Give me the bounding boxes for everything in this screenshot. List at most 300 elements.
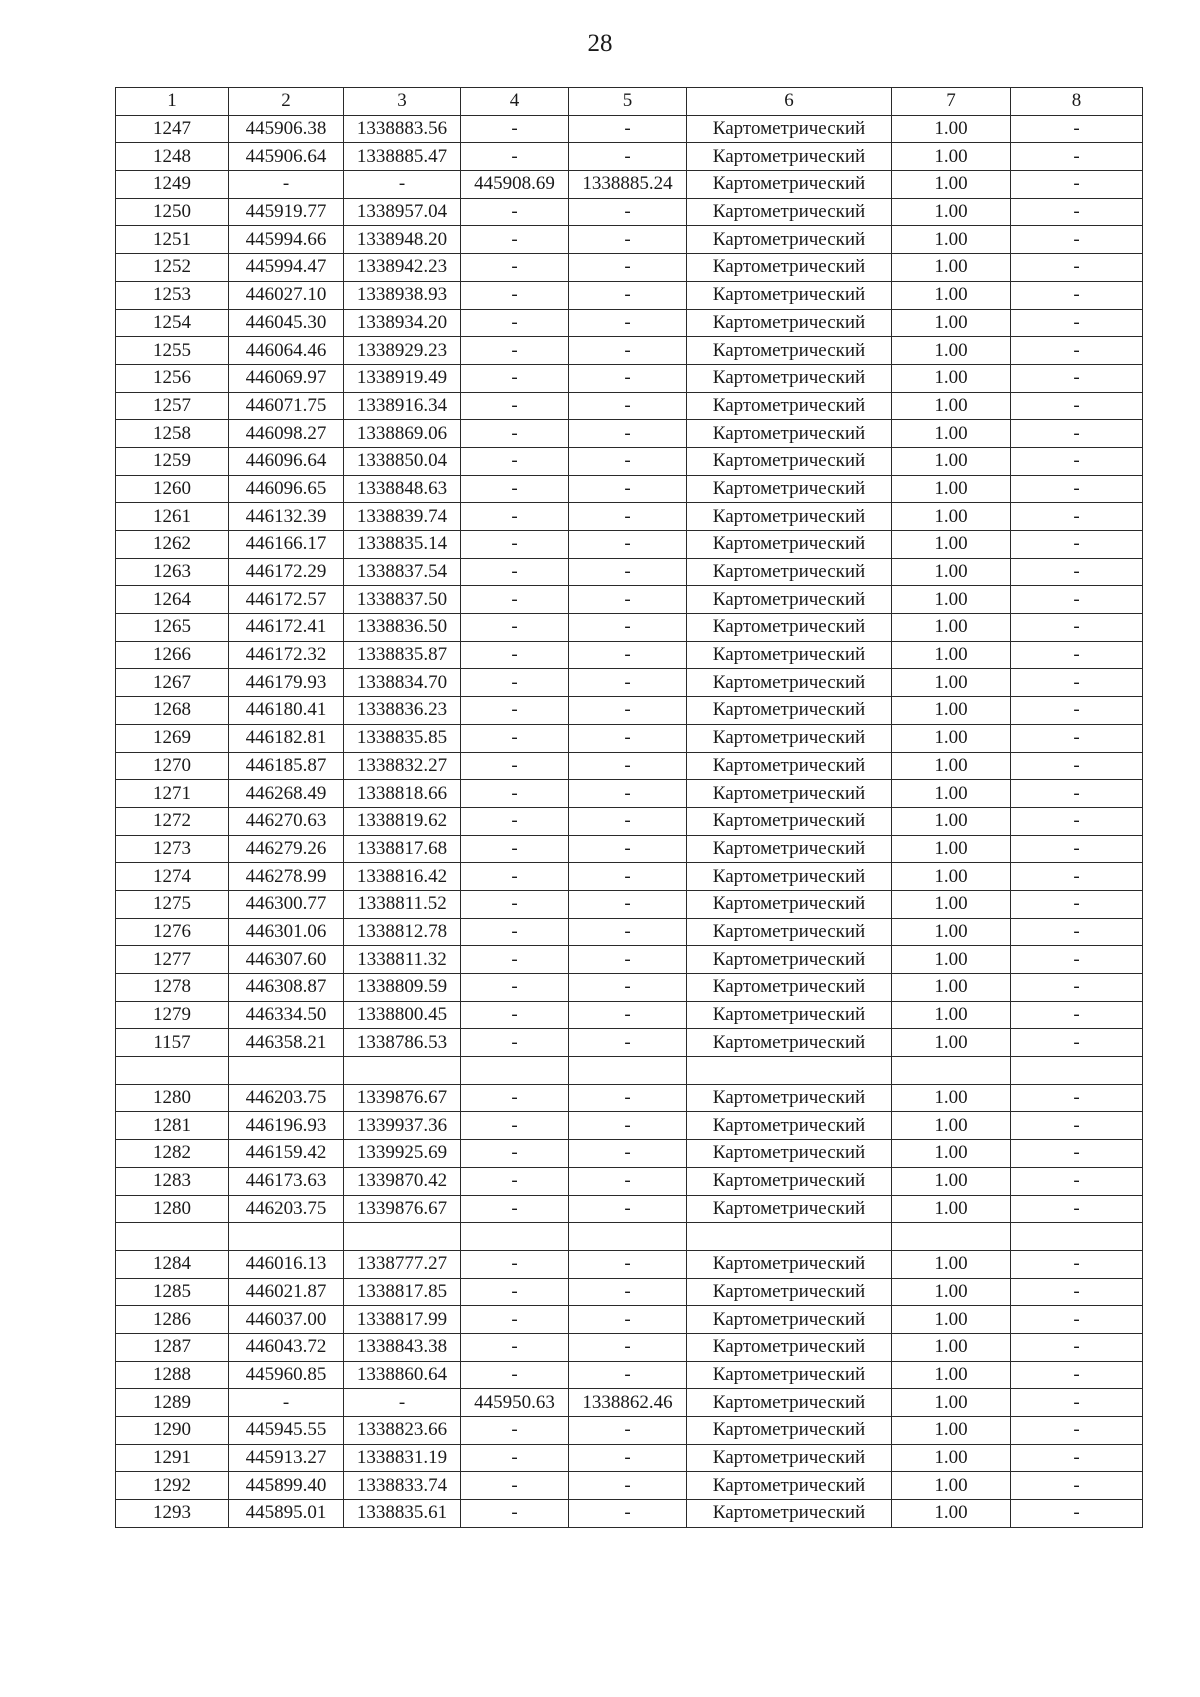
- table-cell: Картометрический: [687, 115, 892, 143]
- table-header: [116, 88, 1143, 116]
- table-cell: Картометрический: [687, 890, 892, 918]
- table-row: [116, 1112, 1143, 1140]
- table-row: [116, 1417, 1143, 1445]
- table-cell: Картометрический: [687, 1084, 892, 1112]
- table-cell: -: [569, 447, 687, 475]
- table-cell: 446166.17: [229, 531, 344, 559]
- table-cell: Картометрический: [687, 392, 892, 420]
- table-cell: -: [461, 281, 569, 309]
- table-cell: Картометрический: [687, 226, 892, 254]
- table-cell: 446334.50: [229, 1001, 344, 1029]
- page-number: 28: [587, 30, 613, 57]
- table-cell: 1.00: [892, 724, 1011, 752]
- table-cell: 1338812.78: [344, 918, 461, 946]
- table-cell: -: [1011, 1361, 1143, 1389]
- table-cell: 1338817.99: [344, 1306, 461, 1334]
- table-cell: Картометрический: [687, 974, 892, 1002]
- table-row: [116, 641, 1143, 669]
- table-cell: -: [569, 863, 687, 891]
- table-cell: 1338818.66: [344, 780, 461, 808]
- table-cell: -: [569, 641, 687, 669]
- table-cell: -: [461, 503, 569, 531]
- table-cell: Картометрический: [687, 420, 892, 448]
- table-cell: 1267: [116, 669, 229, 697]
- table-cell: 1338832.27: [344, 752, 461, 780]
- table-cell: 1271: [116, 780, 229, 808]
- table-cell: 1338823.66: [344, 1417, 461, 1445]
- table-cell: -: [569, 752, 687, 780]
- table-row: [116, 1278, 1143, 1306]
- table-cell: 1338916.34: [344, 392, 461, 420]
- table-cell: -: [1011, 890, 1143, 918]
- table-cell: 1262: [116, 531, 229, 559]
- table-cell: 446069.97: [229, 364, 344, 392]
- table-cell: 446045.30: [229, 309, 344, 337]
- table-cell: 1286: [116, 1306, 229, 1334]
- table-cell: 1.00: [892, 1195, 1011, 1223]
- table-cell: -: [1011, 1250, 1143, 1278]
- table-cell: -: [569, 946, 687, 974]
- table-cell: -: [461, 1417, 569, 1445]
- table-cell: 1270: [116, 752, 229, 780]
- table-cell: [116, 1057, 229, 1085]
- table-cell: Картометрический: [687, 281, 892, 309]
- table-cell: 445945.55: [229, 1417, 344, 1445]
- table-cell: 1283: [116, 1167, 229, 1195]
- table-row: [116, 503, 1143, 531]
- table-cell: 1338833.74: [344, 1472, 461, 1500]
- table-body: [116, 115, 1143, 1527]
- table-cell: 1252: [116, 254, 229, 282]
- table-row: [116, 946, 1143, 974]
- table-cell: 446016.13: [229, 1250, 344, 1278]
- table-cell: -: [569, 1278, 687, 1306]
- table-cell: -: [569, 115, 687, 143]
- table-cell: -: [1011, 752, 1143, 780]
- table-cell: 446064.46: [229, 337, 344, 365]
- table-cell: 1338800.45: [344, 1001, 461, 1029]
- table-cell: -: [1011, 1195, 1143, 1223]
- header-row: [116, 88, 1143, 116]
- table-cell: 1.00: [892, 143, 1011, 171]
- table-cell: 1289: [116, 1389, 229, 1417]
- table-cell: -: [1011, 503, 1143, 531]
- table-cell: 446071.75: [229, 392, 344, 420]
- table-cell: [569, 1223, 687, 1251]
- table-row: [116, 1361, 1143, 1389]
- table-cell: -: [1011, 392, 1143, 420]
- table-cell: -: [461, 1444, 569, 1472]
- table-cell: 1.00: [892, 669, 1011, 697]
- table-row: [116, 1029, 1143, 1057]
- table-cell: 1.00: [892, 447, 1011, 475]
- table-cell: 1266: [116, 641, 229, 669]
- table-cell: -: [461, 1167, 569, 1195]
- table-cell: Картометрический: [687, 918, 892, 946]
- table-row: [116, 1444, 1143, 1472]
- table-cell: Картометрический: [687, 835, 892, 863]
- table-cell: -: [1011, 1389, 1143, 1417]
- table-cell: -: [569, 974, 687, 1002]
- table-cell: Картометрический: [687, 1140, 892, 1168]
- table-cell: 1.00: [892, 254, 1011, 282]
- table-cell: Картометрический: [687, 1500, 892, 1528]
- table-cell: 1257: [116, 392, 229, 420]
- table-row: [116, 143, 1143, 171]
- table-cell: 1.00: [892, 1389, 1011, 1417]
- table-cell: 1338938.93: [344, 281, 461, 309]
- table-cell: -: [461, 807, 569, 835]
- table-cell: -: [1011, 1417, 1143, 1445]
- table-cell: 1268: [116, 697, 229, 725]
- table-cell: 446180.41: [229, 697, 344, 725]
- table-cell: -: [1011, 918, 1143, 946]
- table-row: [116, 1057, 1143, 1085]
- table-cell: 1255: [116, 337, 229, 365]
- table-cell: -: [1011, 115, 1143, 143]
- table-cell: -: [461, 143, 569, 171]
- table-cell: 1276: [116, 918, 229, 946]
- table-row: [116, 1001, 1143, 1029]
- table-row: [116, 171, 1143, 199]
- table-cell: -: [461, 890, 569, 918]
- table-row: [116, 974, 1143, 1002]
- table-cell: 1338934.20: [344, 309, 461, 337]
- table-cell: -: [461, 697, 569, 725]
- table-cell: -: [1011, 309, 1143, 337]
- table-cell: Картометрический: [687, 1417, 892, 1445]
- table-cell: -: [569, 1029, 687, 1057]
- table-cell: -: [569, 198, 687, 226]
- table-cell: [461, 1057, 569, 1085]
- table-row: [116, 475, 1143, 503]
- table-cell: -: [569, 1167, 687, 1195]
- table-cell: Картометрический: [687, 198, 892, 226]
- table-cell: 445906.38: [229, 115, 344, 143]
- table-cell: 446173.63: [229, 1167, 344, 1195]
- table-cell: 446268.49: [229, 780, 344, 808]
- table-cell: 446172.57: [229, 586, 344, 614]
- table-cell: Картометрический: [687, 752, 892, 780]
- table-cell: 446182.81: [229, 724, 344, 752]
- table-cell: -: [569, 364, 687, 392]
- table-cell: -: [1011, 724, 1143, 752]
- table-cell: 1292: [116, 1472, 229, 1500]
- table-cell: -: [1011, 1500, 1143, 1528]
- table-cell: Картометрический: [687, 171, 892, 199]
- table-cell: 445895.01: [229, 1500, 344, 1528]
- table-row: [116, 586, 1143, 614]
- table-cell: -: [461, 1029, 569, 1057]
- table-cell: 1338883.56: [344, 115, 461, 143]
- table-cell: -: [569, 614, 687, 642]
- table-cell: [229, 1057, 344, 1085]
- table-cell: 445913.27: [229, 1444, 344, 1472]
- table-cell: -: [1011, 863, 1143, 891]
- table-cell: 1338816.42: [344, 863, 461, 891]
- table-cell: -: [569, 420, 687, 448]
- table-cell: 1338957.04: [344, 198, 461, 226]
- table-cell: 1.00: [892, 392, 1011, 420]
- table-cell: 1.00: [892, 337, 1011, 365]
- table-row: [116, 835, 1143, 863]
- table-cell: 1338811.32: [344, 946, 461, 974]
- table-cell: -: [1011, 641, 1143, 669]
- table-row: [116, 198, 1143, 226]
- table-cell: -: [1011, 946, 1143, 974]
- table-cell: Картометрический: [687, 807, 892, 835]
- table-cell: -: [461, 337, 569, 365]
- coordinates-table: [115, 87, 1143, 1528]
- table-row: [116, 1472, 1143, 1500]
- table-cell: Картометрический: [687, 724, 892, 752]
- table-cell: 446037.00: [229, 1306, 344, 1334]
- table-row: [116, 890, 1143, 918]
- table-cell: 446096.65: [229, 475, 344, 503]
- table-cell: -: [1011, 697, 1143, 725]
- table-row: [116, 364, 1143, 392]
- table-cell: [116, 1223, 229, 1251]
- table-cell: 1338834.70: [344, 669, 461, 697]
- table-cell: -: [569, 143, 687, 171]
- table-cell: 1.00: [892, 974, 1011, 1002]
- table-cell: -: [461, 558, 569, 586]
- table-cell: -: [1011, 807, 1143, 835]
- table-cell: 1338817.68: [344, 835, 461, 863]
- table-cell: -: [461, 974, 569, 1002]
- table-cell: -: [1011, 281, 1143, 309]
- table-cell: 1338850.04: [344, 447, 461, 475]
- table-cell: 1260: [116, 475, 229, 503]
- table-cell: 1338819.62: [344, 807, 461, 835]
- table-cell: 1.00: [892, 1250, 1011, 1278]
- table-cell: 1247: [116, 115, 229, 143]
- table-cell: 446027.10: [229, 281, 344, 309]
- table-row: [116, 309, 1143, 337]
- table-cell: Картометрический: [687, 697, 892, 725]
- table-cell: 1338811.52: [344, 890, 461, 918]
- table-cell: 1338929.23: [344, 337, 461, 365]
- table-cell: -: [569, 918, 687, 946]
- table-cell: 1.00: [892, 863, 1011, 891]
- table-row: [116, 863, 1143, 891]
- table-cell: Картометрический: [687, 1306, 892, 1334]
- table-cell: Картометрический: [687, 1250, 892, 1278]
- table-cell: -: [1011, 835, 1143, 863]
- table-cell: 446278.99: [229, 863, 344, 891]
- table-cell: -: [569, 1195, 687, 1223]
- table-cell: 1338777.27: [344, 1250, 461, 1278]
- table-cell: -: [1011, 1278, 1143, 1306]
- table-cell: 1338860.64: [344, 1361, 461, 1389]
- table-cell: -: [569, 1500, 687, 1528]
- table-cell: -: [461, 392, 569, 420]
- table-cell: 446179.93: [229, 669, 344, 697]
- table-cell: -: [461, 641, 569, 669]
- table-cell: [687, 1223, 892, 1251]
- table-row: [116, 697, 1143, 725]
- table-cell: 1.00: [892, 475, 1011, 503]
- table-cell: 1157: [116, 1029, 229, 1057]
- table-cell: 1259: [116, 447, 229, 475]
- table-row: [116, 392, 1143, 420]
- table-cell: 1.00: [892, 1333, 1011, 1361]
- table-cell: 1.00: [892, 1417, 1011, 1445]
- table-cell: -: [569, 1140, 687, 1168]
- table-cell: 1.00: [892, 1361, 1011, 1389]
- table-cell: 1.00: [892, 364, 1011, 392]
- table-cell: 1275: [116, 890, 229, 918]
- table-cell: -: [1011, 171, 1143, 199]
- table-cell: 1338809.59: [344, 974, 461, 1002]
- table-cell: 1339870.42: [344, 1167, 461, 1195]
- table-cell: -: [569, 780, 687, 808]
- table-cell: -: [569, 1361, 687, 1389]
- table-cell: Картометрический: [687, 614, 892, 642]
- table-cell: -: [461, 1001, 569, 1029]
- table-cell: -: [461, 835, 569, 863]
- table-cell: -: [461, 1140, 569, 1168]
- table-cell: -: [569, 1333, 687, 1361]
- table-cell: 446196.93: [229, 1112, 344, 1140]
- table-cell: 445960.85: [229, 1361, 344, 1389]
- table-cell: 446301.06: [229, 918, 344, 946]
- table-row: [116, 447, 1143, 475]
- table-cell: 1288: [116, 1361, 229, 1389]
- table-cell: -: [1011, 1167, 1143, 1195]
- table-cell: [1011, 1057, 1143, 1085]
- table-row: [116, 226, 1143, 254]
- table-cell: 1339937.36: [344, 1112, 461, 1140]
- table-cell: [344, 1057, 461, 1085]
- table-cell: -: [1011, 447, 1143, 475]
- table-cell: -: [461, 752, 569, 780]
- table-cell: -: [569, 281, 687, 309]
- header-cell: 8: [1011, 88, 1143, 116]
- table-cell: Картометрический: [687, 1333, 892, 1361]
- table-cell: -: [1011, 1306, 1143, 1334]
- table-cell: [569, 1057, 687, 1085]
- table-cell: -: [461, 946, 569, 974]
- table-cell: 446098.27: [229, 420, 344, 448]
- table-cell: -: [461, 420, 569, 448]
- table-cell: -: [569, 337, 687, 365]
- table-cell: -: [1011, 337, 1143, 365]
- table-cell: 1338786.53: [344, 1029, 461, 1057]
- table-cell: -: [461, 198, 569, 226]
- table-cell: 1.00: [892, 503, 1011, 531]
- table-cell: 1338836.23: [344, 697, 461, 725]
- table-cell: -: [344, 1389, 461, 1417]
- table-cell: 446300.77: [229, 890, 344, 918]
- table-cell: Картометрический: [687, 1195, 892, 1223]
- table-row: [116, 337, 1143, 365]
- table-cell: 1338869.06: [344, 420, 461, 448]
- table-cell: 446203.75: [229, 1195, 344, 1223]
- table-cell: -: [1011, 1472, 1143, 1500]
- table-cell: 1338885.24: [569, 171, 687, 199]
- table-cell: 1.00: [892, 780, 1011, 808]
- table-cell: 446203.75: [229, 1084, 344, 1112]
- table-cell: Картометрический: [687, 641, 892, 669]
- table-cell: -: [569, 835, 687, 863]
- table-cell: 1.00: [892, 807, 1011, 835]
- table-cell: 1.00: [892, 1167, 1011, 1195]
- table-cell: Картометрический: [687, 447, 892, 475]
- table-row: [116, 1250, 1143, 1278]
- table-cell: -: [1011, 586, 1143, 614]
- table-cell: 1280: [116, 1084, 229, 1112]
- table-cell: Картометрический: [687, 475, 892, 503]
- table-cell: Картометрический: [687, 309, 892, 337]
- table-cell: 1.00: [892, 641, 1011, 669]
- table-row: [116, 531, 1143, 559]
- table-cell: -: [1011, 226, 1143, 254]
- table-cell: 1290: [116, 1417, 229, 1445]
- table-cell: 1.00: [892, 918, 1011, 946]
- table-cell: 445908.69: [461, 171, 569, 199]
- table-cell: -: [1011, 420, 1143, 448]
- table-cell: 1264: [116, 586, 229, 614]
- table-cell: 1249: [116, 171, 229, 199]
- table-cell: -: [461, 586, 569, 614]
- table-cell: 1.00: [892, 198, 1011, 226]
- table-cell: -: [569, 1472, 687, 1500]
- table-cell: 446172.29: [229, 558, 344, 586]
- header-cell: 4: [461, 88, 569, 116]
- table-cell: 1272: [116, 807, 229, 835]
- header-cell: 5: [569, 88, 687, 116]
- table-cell: 1339876.67: [344, 1084, 461, 1112]
- table-cell: 1.00: [892, 586, 1011, 614]
- table-cell: 446021.87: [229, 1278, 344, 1306]
- table-cell: 445919.77: [229, 198, 344, 226]
- table-row: [116, 807, 1143, 835]
- table-cell: -: [569, 1084, 687, 1112]
- table-cell: 1338843.38: [344, 1333, 461, 1361]
- table-cell: 1.00: [892, 614, 1011, 642]
- table-row: [116, 1140, 1143, 1168]
- table-cell: -: [569, 1001, 687, 1029]
- table-cell: Картометрический: [687, 143, 892, 171]
- table-cell: -: [1011, 364, 1143, 392]
- table-row: [116, 1333, 1143, 1361]
- table-cell: -: [1011, 254, 1143, 282]
- table-cell: 1254: [116, 309, 229, 337]
- table-cell: 1339925.69: [344, 1140, 461, 1168]
- table-cell: 1282: [116, 1140, 229, 1168]
- table-cell: Картометрический: [687, 1444, 892, 1472]
- table-cell: -: [569, 392, 687, 420]
- table-cell: -: [1011, 1001, 1143, 1029]
- table-cell: 1.00: [892, 1278, 1011, 1306]
- table-cell: -: [461, 1084, 569, 1112]
- table-cell: 1339876.67: [344, 1195, 461, 1223]
- table-cell: -: [569, 1112, 687, 1140]
- table-cell: 1.00: [892, 531, 1011, 559]
- table-cell: -: [461, 254, 569, 282]
- table-cell: 1.00: [892, 890, 1011, 918]
- table-cell: 1338839.74: [344, 503, 461, 531]
- table-row: [116, 558, 1143, 586]
- table-cell: 446185.87: [229, 752, 344, 780]
- table-cell: 1277: [116, 946, 229, 974]
- table-cell: 1291: [116, 1444, 229, 1472]
- table-cell: [892, 1057, 1011, 1085]
- table-cell: 1280: [116, 1195, 229, 1223]
- table-cell: -: [461, 1250, 569, 1278]
- table-row: [116, 1500, 1143, 1528]
